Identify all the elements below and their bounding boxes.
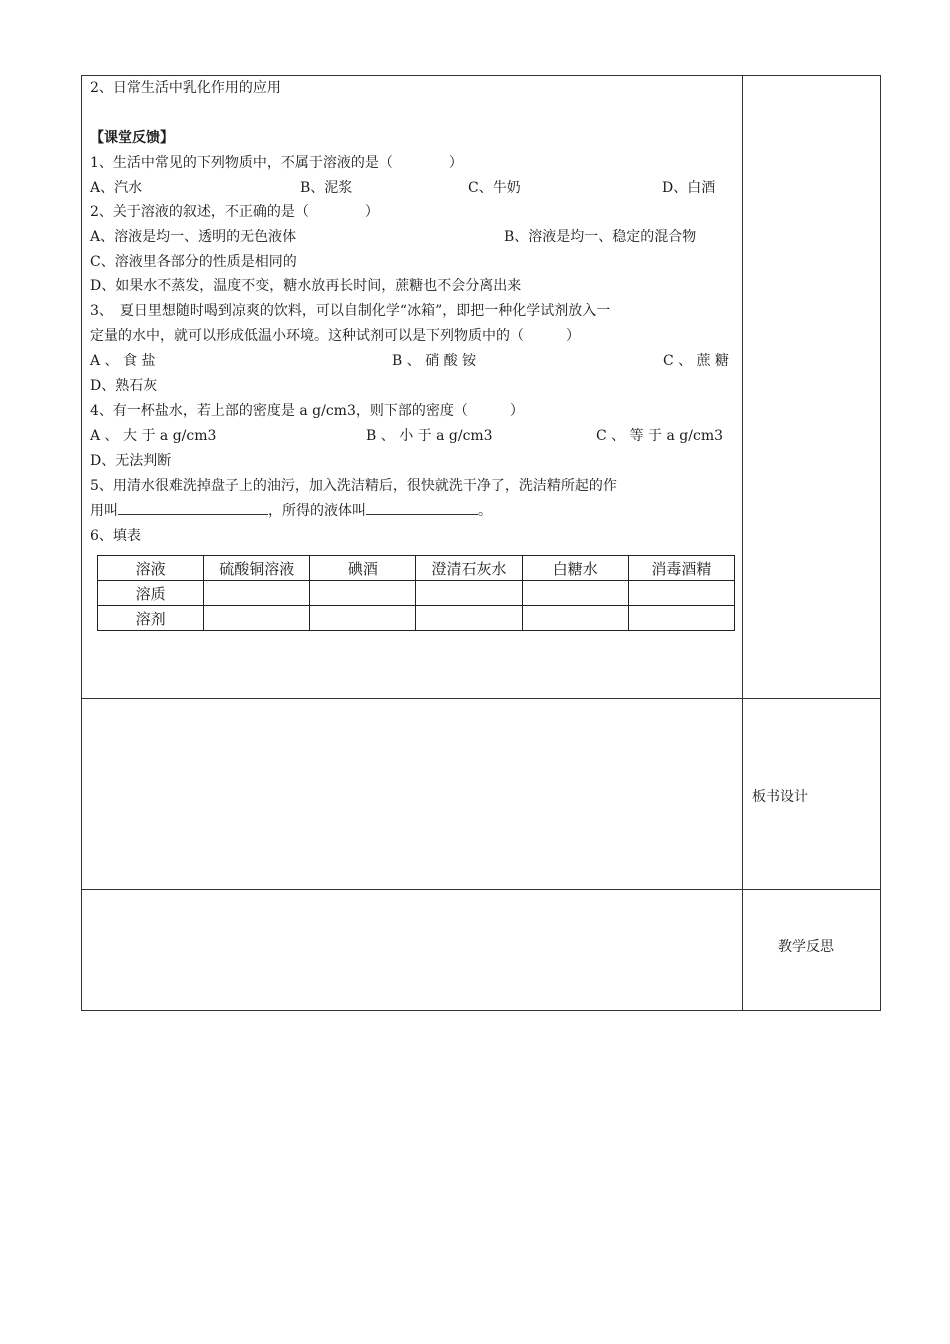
row-label-solute: 溶质 <box>98 581 204 606</box>
q5-text-c: 。 <box>478 503 492 519</box>
q3-option-b: B 、 硝 酸 铵 <box>392 353 477 369</box>
answer-cell[interactable] <box>310 606 416 631</box>
q4-option-d: D、无法判断 <box>90 453 172 469</box>
q2-option-c: C、溶液里各部分的性质是相同的 <box>90 254 297 270</box>
answer-cell[interactable] <box>416 581 522 606</box>
question-2: 2、关于溶液的叙述，不正确的是（ ） <box>90 204 379 220</box>
column-divider <box>742 75 743 1011</box>
q5-text-a: 用叫 <box>90 503 118 519</box>
table-header-cell: 硫酸铜溶液 <box>204 556 310 581</box>
answer-cell[interactable] <box>204 581 310 606</box>
fill-in-table <box>97 555 735 631</box>
q5-text-b: ，所得的液体叫 <box>268 503 366 519</box>
table-header-cell: 溶液 <box>98 556 204 581</box>
q2-option-b: B、溶液是均一、稳定的混合物 <box>504 229 697 245</box>
row-divider-2 <box>81 889 881 890</box>
board-design-label: 板书设计 <box>752 789 808 805</box>
q3-option-d: D、熟石灰 <box>90 378 158 394</box>
question-1: 1、生活中常见的下列物质中，不属于溶液的是（ ） <box>90 155 463 171</box>
table-row <box>98 581 735 606</box>
question-3-line-2: 定量的水中，就可以形成低温小环境。这种试剂可以是下列物质中的（ ） <box>90 328 580 344</box>
question-5-line-1: 5、用清水很难洗掉盘子上的油污，加入洗洁精后，很快就洗干净了，洗洁精所起的作 <box>90 478 617 494</box>
question-4: 4、有一杯盐水，若上部的密度是 a g/cm3，则下部的密度（ ） <box>90 403 524 419</box>
q2-option-d: D、如果水不蒸发，温度不变，糖水放再长时间，蔗糖也不会分离出来 <box>90 278 522 294</box>
q4-option-b: B 、 小 于 a g/cm3 <box>366 428 493 444</box>
answer-cell[interactable] <box>522 581 628 606</box>
q1-option-a: A、汽水 <box>90 180 143 196</box>
question-3-line-1: 3、 夏日里想随时喝到凉爽的饮料，可以自制化学“冰箱”，即把一种化学试剂放入一 <box>90 303 611 319</box>
answer-blank-2[interactable] <box>366 502 478 515</box>
q1-option-b: B、泥浆 <box>300 180 353 196</box>
table-header-cell: 白糖水 <box>522 556 628 581</box>
q2-option-a: A、溶液是均一、透明的无色液体 <box>90 229 297 245</box>
answer-cell[interactable] <box>628 606 734 631</box>
answer-cell[interactable] <box>628 581 734 606</box>
row-divider-1 <box>81 698 881 699</box>
q1-option-d: D、白酒 <box>662 180 716 196</box>
answer-cell[interactable] <box>416 606 522 631</box>
question-5-line-2 <box>90 502 492 520</box>
answer-cell[interactable] <box>310 581 416 606</box>
section-title: 【课堂反馈】 <box>90 130 174 146</box>
table-header-cell: 消毒酒精 <box>628 556 734 581</box>
row-label-solvent: 溶剂 <box>98 606 204 631</box>
answer-cell[interactable] <box>204 606 310 631</box>
teaching-reflection-label: 教学反思 <box>778 939 834 955</box>
table-header-row <box>98 556 735 581</box>
answer-blank-1[interactable] <box>118 502 268 515</box>
question-6: 6、填表 <box>90 528 141 544</box>
q4-option-c: C 、 等 于 a g/cm3 <box>596 428 724 444</box>
q4-option-a: A 、 大 于 a g/cm3 <box>90 428 217 444</box>
item-emulsification: 2、日常生活中乳化作用的应用 <box>90 80 281 96</box>
q3-option-c: C 、 蔗 糖 <box>663 353 730 369</box>
table-header-cell: 碘酒 <box>310 556 416 581</box>
table-row <box>98 606 735 631</box>
q1-option-c: C、牛奶 <box>468 180 521 196</box>
answer-cell[interactable] <box>522 606 628 631</box>
q3-option-a: A 、 食 盐 <box>90 353 156 369</box>
table-header-cell: 澄清石灰水 <box>416 556 522 581</box>
